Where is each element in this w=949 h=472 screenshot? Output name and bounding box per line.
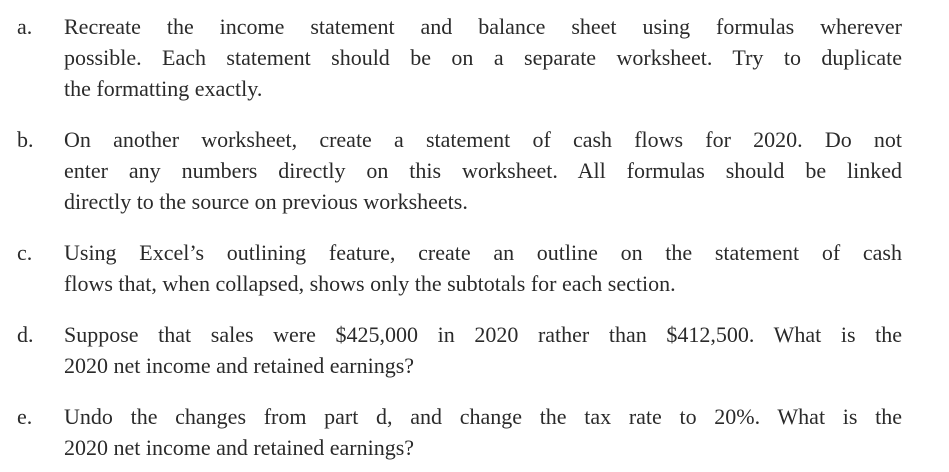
item-text: [64, 237, 902, 299]
text-line: the formatting exactly.: [64, 76, 263, 101]
text-line: 2020 net income and retained earnings?: [64, 353, 415, 378]
text-line: Suppose that sales were $425,000 in 2020 rather than $412,500. What is the: [64, 322, 902, 347]
item-marker: b.: [17, 127, 34, 152]
text-line: Undo the changes from part d, and change the tax rate to 20%. What is the: [64, 404, 902, 429]
text-line: Recreate the income statement and balance sheet using formulas wherever: [64, 14, 902, 39]
item-text: [64, 124, 902, 217]
item-text: [64, 319, 902, 381]
text-line: enter any numbers directly on this worksheet. All formulas should be linked: [64, 158, 902, 183]
text-line: Using Excel’s outlining feature, create an outline on the statement of cash: [64, 240, 902, 265]
text-line: directly to the source on previous worksheets.: [64, 189, 468, 214]
item-text: [64, 401, 902, 463]
item-text: [64, 11, 902, 104]
text-line: flows that, when collapsed, shows only the subtotals for each section.: [64, 271, 676, 296]
text-line: possible. Each statement should be on a separate worksheet. Try to duplicate: [64, 45, 902, 70]
item-marker: d.: [17, 322, 34, 347]
text-line: On another worksheet, create a statement of cash flows for 2020. Do not: [64, 127, 902, 152]
item-marker: a.: [17, 14, 33, 39]
item-marker: e.: [17, 404, 33, 429]
text-line: 2020 net income and retained earnings?: [64, 435, 415, 460]
item-marker: c.: [17, 240, 33, 265]
